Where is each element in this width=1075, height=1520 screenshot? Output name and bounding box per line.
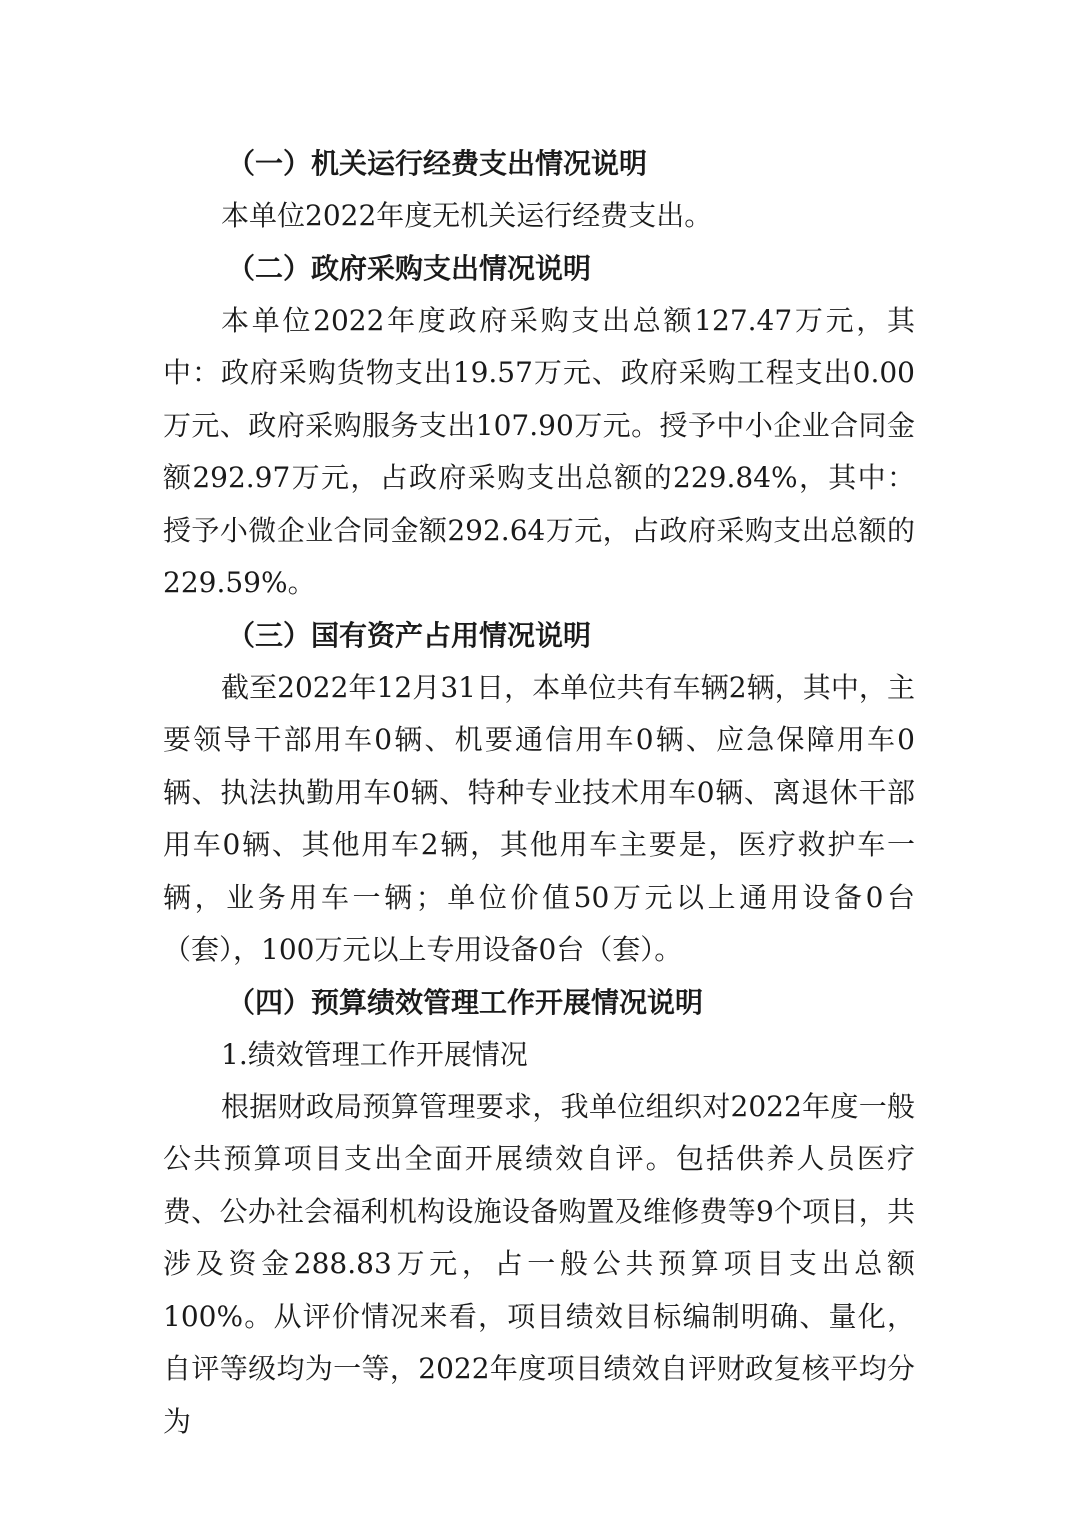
subheading-performance-work: 1.绩效管理工作开展情况 xyxy=(221,1037,528,1071)
paragraph-procurement: 本单位2022年度政府采购支出总额127.47万元，其中：政府采购货物支出19.57万元、政府采购工程支出0.00万元、政府采购服务支出107.90万元。授予中小企业合同金额292.97万元，占政府采购支出总额的229.84%，其中：授予小微企业合同金额292.64万元，占政府采购支出总额的229.59%。 xyxy=(163,303,915,599)
paragraph-performance: 根据财政局预算管理要求，我单位组织对2022年度一般公共预算项目支出全面开展绩效自评。包括供养人员医疗费、公办社会福利机构设施设备购置及维修费等9个项目，共涉及资金288.83万元，占一般公共预算项目支出总额100%。从评价情况来看，项目绩效目标编制明确、量化，自评等级均为一等，2022年度项目绩效自评财政复核平均分为 xyxy=(163,1089,915,1438)
paragraph-operating-expenses: 本单位2022年度无机关运行经费支出。 xyxy=(221,199,713,232)
paragraph-state-assets: 截至2022年12月31日，本单位共有车辆2辆，其中，主要领导干部用车0辆、机要通信用车0辆、应急保障用车0辆、执法执勤用车0辆、特种专业技术用车0辆、离退休干部用车0辆、其他用车2辆，其他用车主要是，医疗救护车一辆，业务用车一辆；单位价值50万元以上通用设备0台（套），100万元以上专用设备0台（套）。 xyxy=(163,670,915,966)
section-heading-operating-expenses: （一）机关运行经费支出情况说明 xyxy=(227,147,648,180)
section-heading-procurement: （二）政府采购支出情况说明 xyxy=(227,251,592,285)
section-heading-state-assets: （三）国有资产占用情况说明 xyxy=(227,618,592,652)
section-heading-performance: （四）预算绩效管理工作开展情况说明 xyxy=(227,985,704,1019)
document-page xyxy=(163,138,915,1448)
